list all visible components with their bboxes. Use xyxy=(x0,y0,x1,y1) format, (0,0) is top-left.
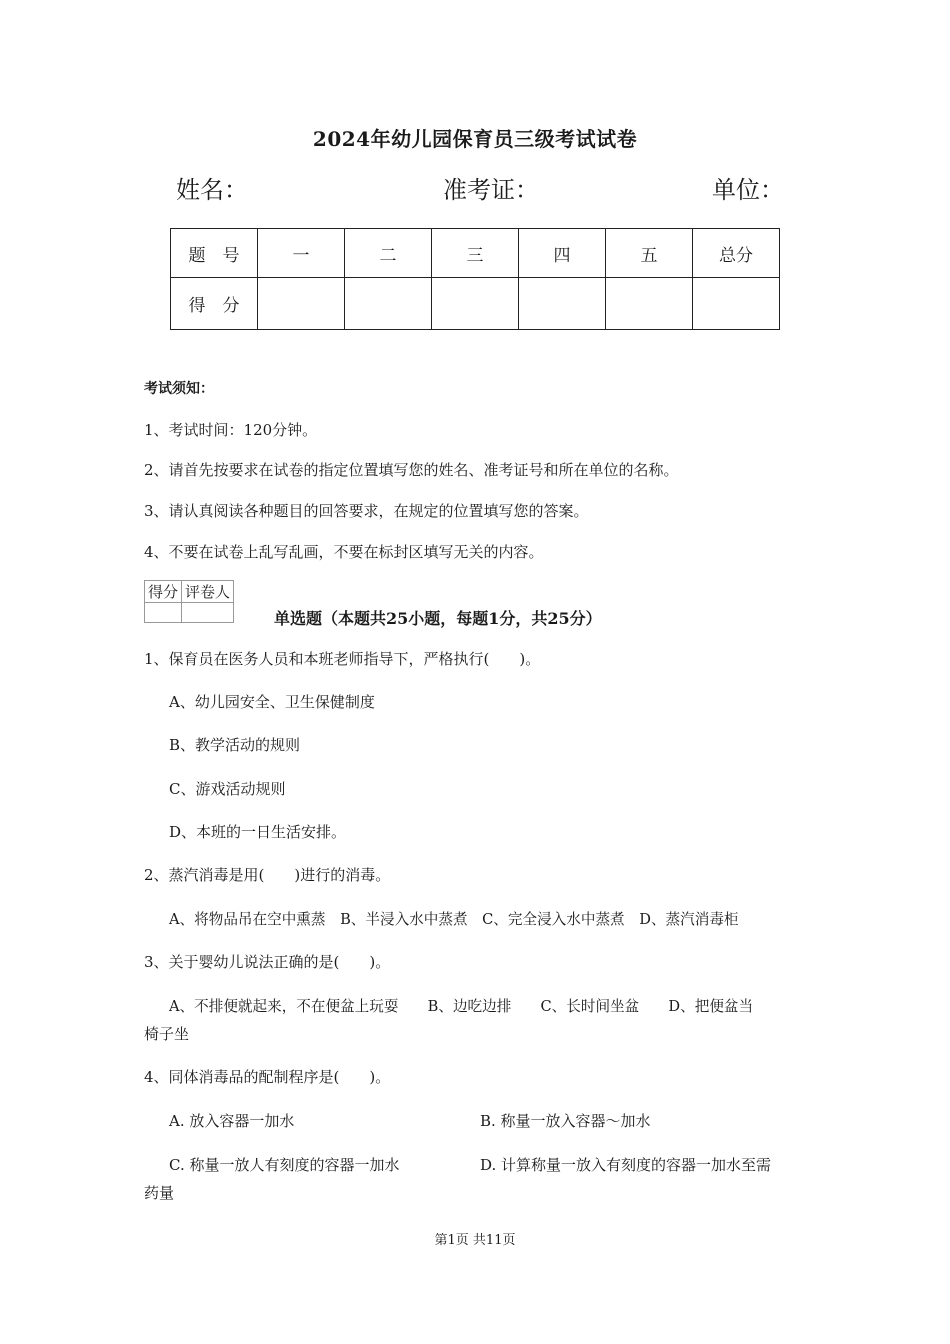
question-1: 1、保育员在医务人员和本班老师指导下，严格执行( )。 xyxy=(144,650,541,668)
score-cell xyxy=(432,278,519,330)
q4-option-a: A. 放入容器一加水 xyxy=(169,1112,295,1130)
score-table-header: 二 xyxy=(345,229,432,278)
score-cell xyxy=(345,278,432,330)
grader-score-cell xyxy=(145,603,182,623)
exam-number-label: 准考证： xyxy=(443,176,539,204)
score-cell xyxy=(519,278,606,330)
score-table-header: 三 xyxy=(432,229,519,278)
notice-item: 1、考试时间：120分钟。 xyxy=(144,421,318,439)
score-cell xyxy=(693,278,780,330)
unit-label: 单位： xyxy=(712,176,784,204)
page-footer: 第1页 共11页 xyxy=(434,1233,516,1248)
score-table-header: 总分 xyxy=(693,229,780,278)
q2-options: A、将物品吊在空中熏蒸 B、半浸入水中蒸煮 C、完全浸入水中蒸煮 D、蒸汽消毒柜 xyxy=(169,911,739,928)
grader-box xyxy=(144,580,234,623)
score-row-label: 得 分 xyxy=(171,278,258,330)
question-4: 4、同体消毒品的配制程序是( )。 xyxy=(144,1068,391,1086)
q3-options: A、不排便就起来，不在便盆上玩耍 B、边吃边排 C、长时间坐盆 D、把便盆当 xyxy=(169,998,754,1015)
grader-score-label: 得分 xyxy=(145,581,182,603)
q4-option-d: D. 计算称量一放入有刻度的容器一加水至需 xyxy=(480,1156,772,1174)
notice-item: 4、不要在试卷上乱写乱画，不要在标封区填写无关的内容。 xyxy=(144,543,544,561)
notice-item: 3、请认真阅读各种题目的回答要求，在规定的位置填写您的答案。 xyxy=(144,502,589,520)
q4-option-b: B. 称量一放入容器～加水 xyxy=(480,1112,651,1130)
q4-option-c: C. 称量一放人有刻度的容器一加水 xyxy=(169,1156,400,1174)
question-2: 2、蒸汽消毒是用( )进行的消毒。 xyxy=(144,866,391,884)
score-table-header: 五 xyxy=(606,229,693,278)
section-title: 单选题（本题共25小题，每题1分，共25分） xyxy=(274,609,602,628)
score-table-header: 四 xyxy=(519,229,606,278)
q3-options-continued: 椅子坐 xyxy=(144,1025,190,1043)
q1-option-a: A、幼儿园安全、卫生保健制度 xyxy=(169,693,375,711)
score-table xyxy=(170,228,780,330)
q4-option-d-continued: 药量 xyxy=(144,1184,175,1202)
grader-name-label: 评卷人 xyxy=(182,581,234,603)
q1-option-c: C、游戏活动规则 xyxy=(169,780,286,798)
notice-heading: 考试须知： xyxy=(144,381,214,397)
q1-option-b: B、教学活动的规则 xyxy=(169,736,301,754)
name-label: 姓名： xyxy=(176,176,248,204)
q1-option-d: D、本班的一日生活安排。 xyxy=(169,823,347,841)
exam-title: 2024年幼儿园保育员三级考试试卷 xyxy=(312,127,638,151)
score-cell xyxy=(606,278,693,330)
score-table-header: 一 xyxy=(258,229,345,278)
notice-item: 2、请首先按要求在试卷的指定位置填写您的姓名、准考证号和所在单位的名称。 xyxy=(144,461,679,479)
grader-name-cell xyxy=(182,603,234,623)
question-3: 3、关于婴幼儿说法正确的是( )。 xyxy=(144,953,391,971)
score-table-header: 题 号 xyxy=(171,229,258,278)
score-cell xyxy=(258,278,345,330)
